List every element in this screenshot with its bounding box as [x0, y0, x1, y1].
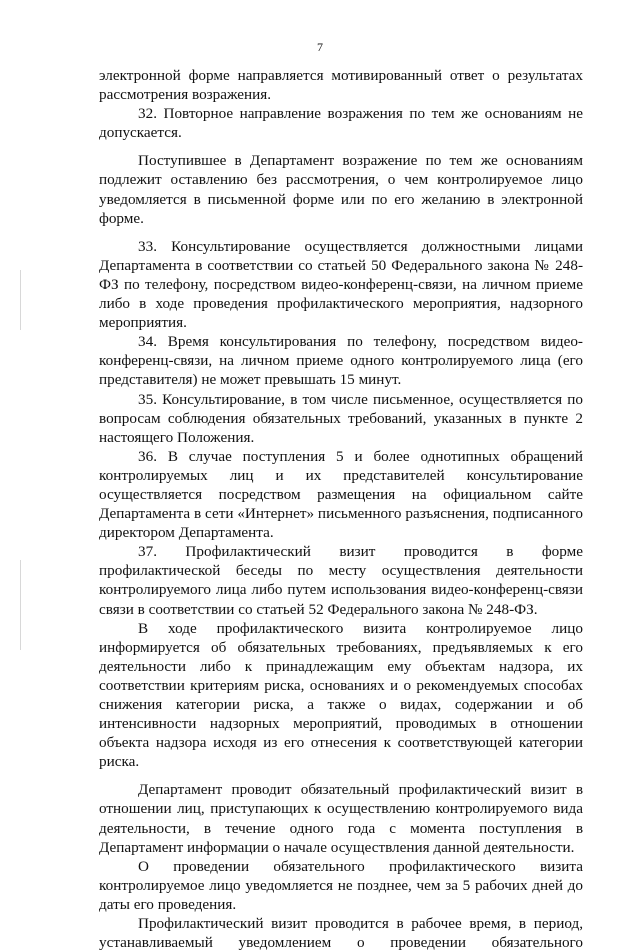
paragraph-33: 33. Консультирование осуществляется должностными лицами Департамента в соответствии со статьей 50 Федерального закона № 248-ФЗ по телефону, посредством видео-конференц-связи, на личном приеме либо в ходе проведения профилактического мероприятия, надзорного мероприятия. [99, 237, 583, 332]
scan-margin-mark [20, 270, 21, 330]
page-number: 7 [317, 40, 323, 54]
paragraph-32: 32. Повторное направление возражения по тем же основаниям не допускается. [99, 105, 583, 142]
paragraph-35: 35. Консультирование, в том числе письменное, осуществляется по вопросам соблюдения обязательных требований, указанных в пункте 2 настоящего Положения. [99, 390, 583, 446]
scan-margin-mark [20, 560, 21, 650]
paragraph-37-d: О проведении обязательного профилактического визита контролируемое лицо уведомляется не позднее, чем за 5 рабочих дней до даты его проведения. [99, 857, 583, 913]
paragraph-32-b: Поступившее в Департамент возражение по тем же основаниям подлежит оставлению без рассмотрения, о чем контролируемое лицо уведомляется в письменной форме или по его желанию в электронной форме. [99, 152, 583, 227]
document-body [99, 66, 583, 952]
paragraph-36: 36. В случае поступления 5 и более однотипных обращений контролируемых лиц и их представителей консультирование осуществляется посредством размещения на официальном сайте Департамента в сети «Интернет» письменного разъяснения, подписанного директором Департамента. [99, 447, 583, 542]
paragraph-37-e: Профилактический визит проводится в рабочее время, в период, устанавливаемый уведомлением о проведении обязательного [99, 915, 583, 952]
paragraph-37: 37. Профилактический визит проводится в форме профилактической беседы по месту осуществления деятельности контролируемого лица либо путем использования видео-конференц-связи связи в соответствии со статьей 52 Федерального закона № 248-ФЗ. [99, 543, 583, 618]
paragraph-37-b: В ходе профилактического визита контролируемое лицо информируется об обязательных требованиях, предъявляемых к его деятельности либо к принадлежащим ему объектам надзора, их соответствии критериям риска, основаниях и о рекомендуемых способах снижения категории риска, а также о видах, содержании и об интенсивности надзорных мероприятий, проводимых в отношении объекта надзора исходя из его отнесения к соответствующей категории риска. [99, 619, 583, 771]
paragraph-continuation: электронной форме направляется мотивированный ответ о результатах рассмотрения возражения. [99, 67, 583, 104]
paragraph-34: 34. Время консультирования по телефону, посредством видео-конференц-связи, на личном приеме одного контролируемого лица (его представителя) не может превышать 15 минут. [99, 333, 583, 389]
paragraph-37-c: Департамент проводит обязательный профилактический визит в отношении лиц, приступающих к осуществлению контролируемого вида деятельности, в течение одного года с момента поступления в Департамент информации о начале осуществления данной деятельности. [99, 781, 583, 856]
